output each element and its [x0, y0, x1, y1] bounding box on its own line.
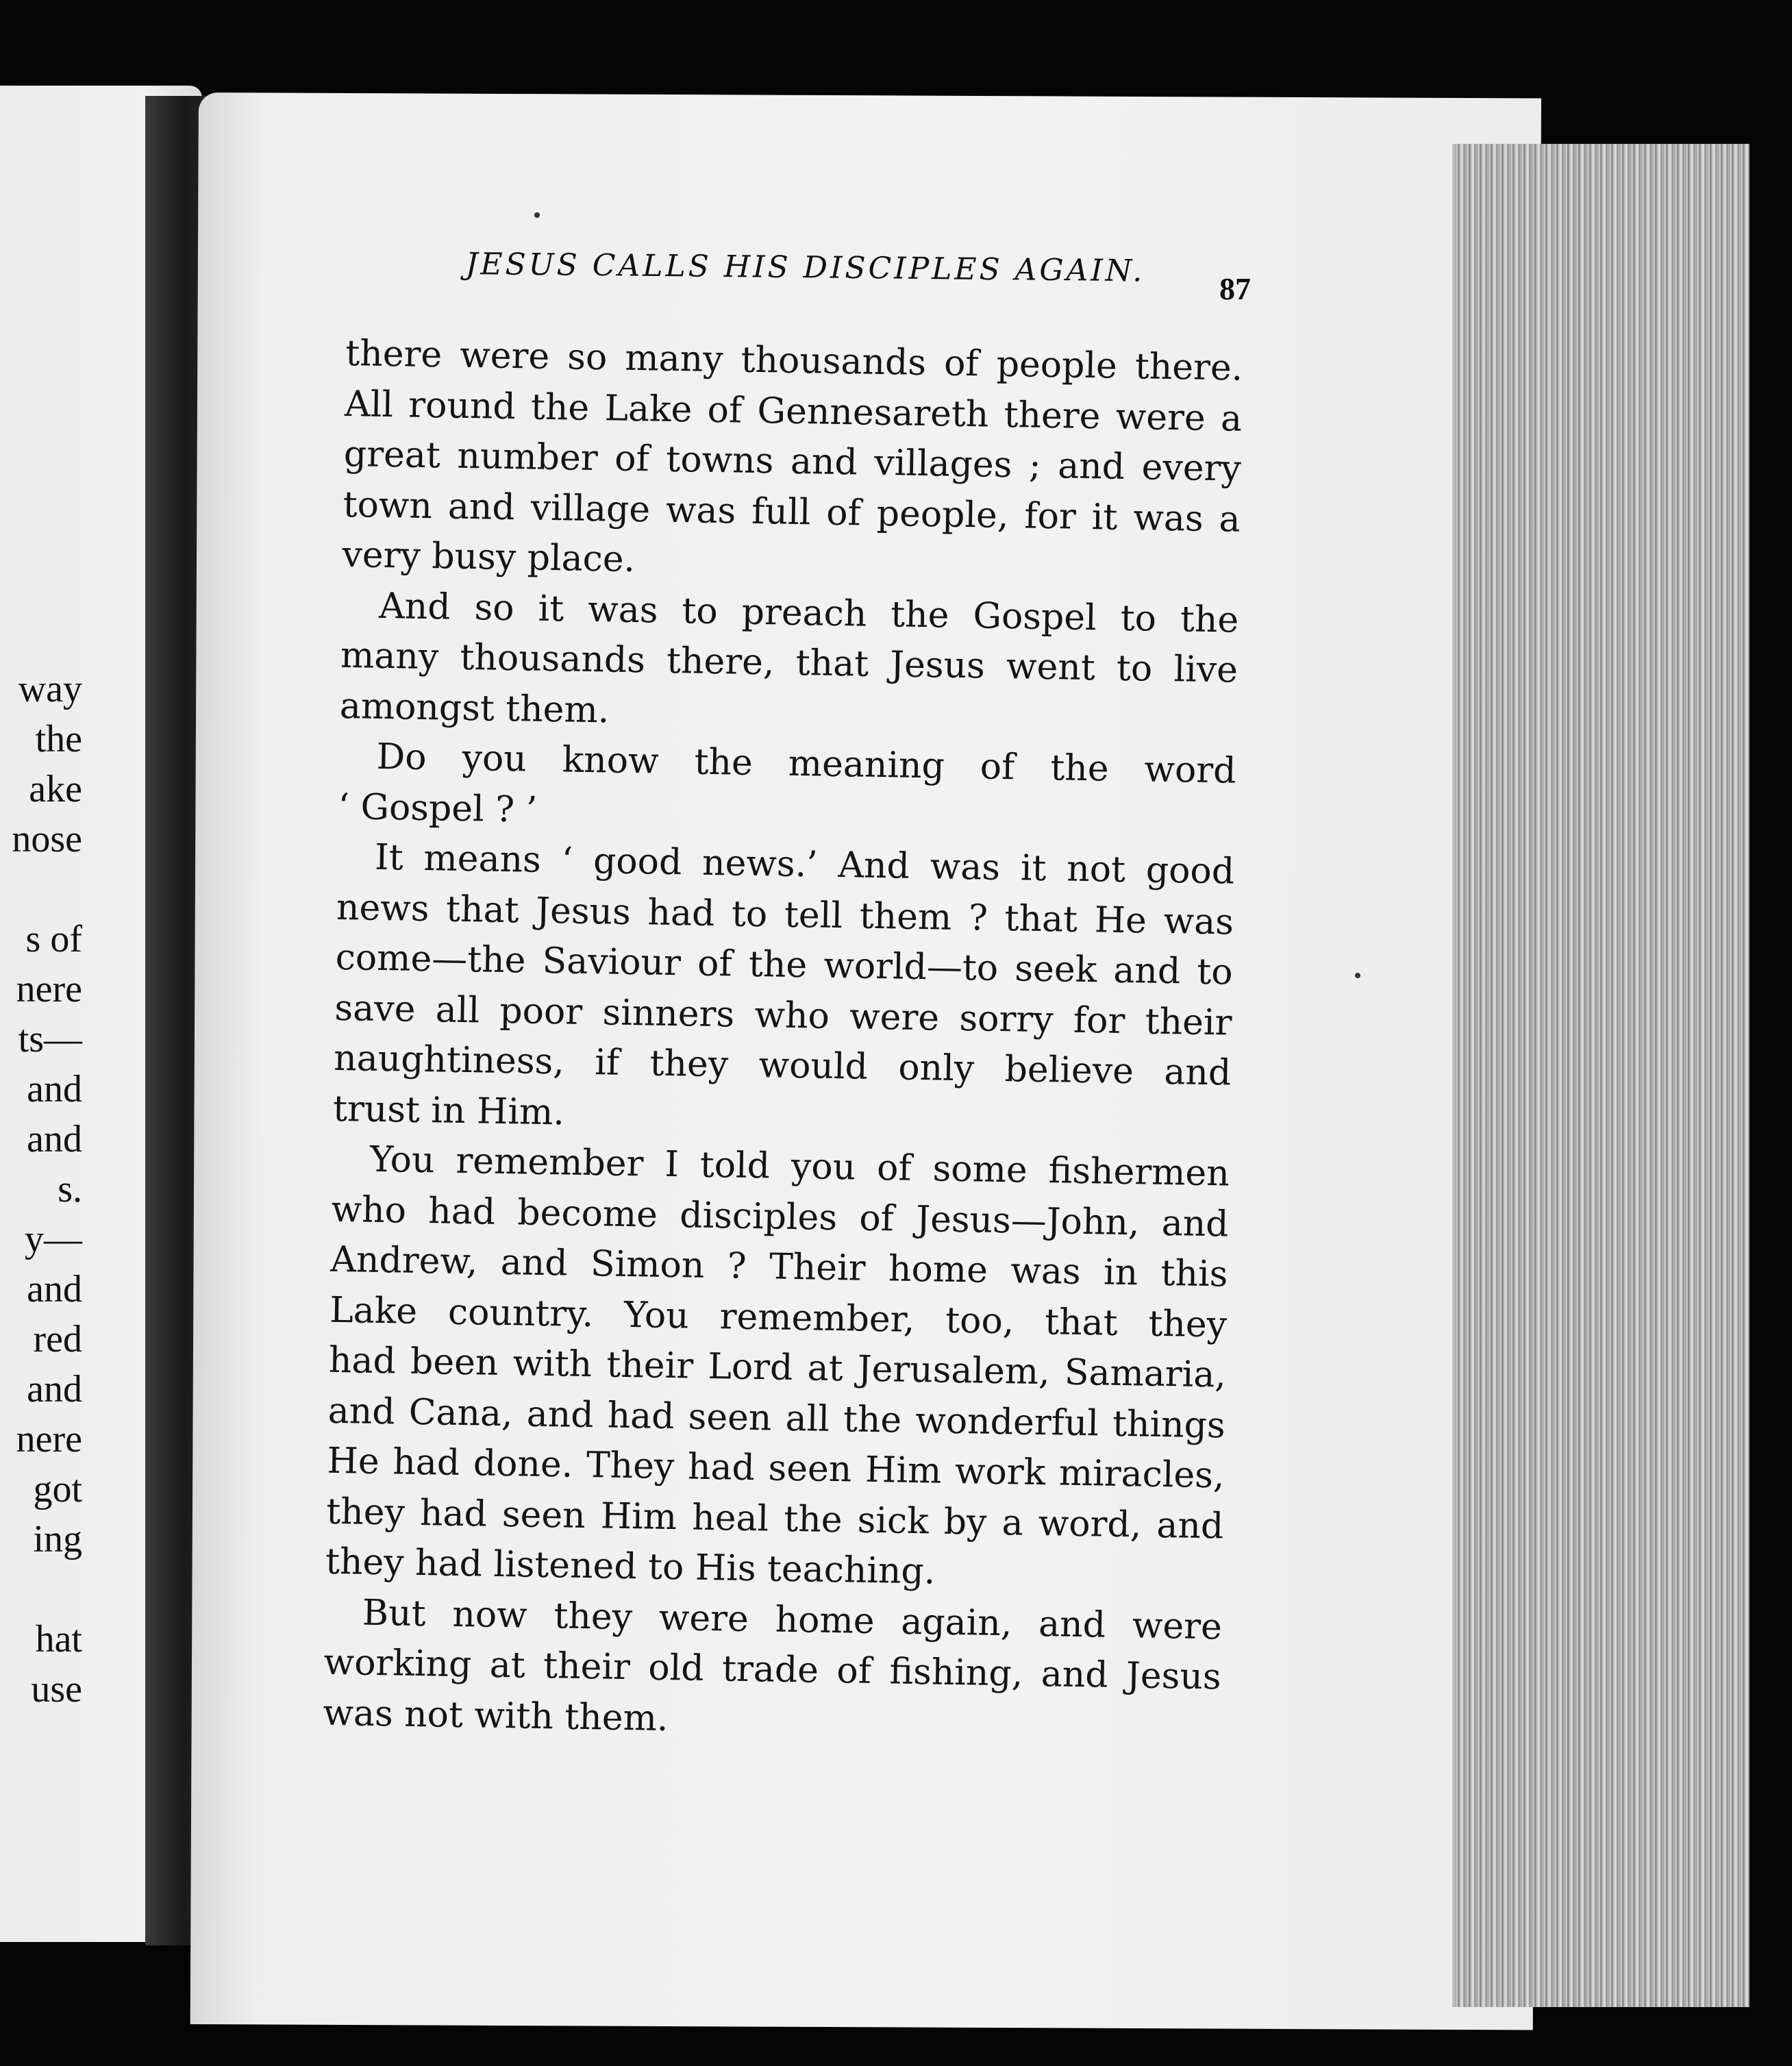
- fragment-line: red: [33, 1318, 82, 1360]
- text-line: It means ‘ good news.’ And was it not good: [374, 836, 1235, 893]
- page-block-edges: [1452, 144, 1750, 2007]
- text-line: they had seen Him heal the sick by a word, and: [325, 1491, 1224, 1547]
- fragment-line: and: [27, 1118, 82, 1160]
- text-line: there were so many thousands of people there.: [345, 332, 1243, 389]
- text-line: was not with them.: [323, 1692, 669, 1739]
- text-line: All round the Lake of Gennesareth there were a: [344, 383, 1243, 440]
- fragment-line: y—: [25, 1218, 82, 1260]
- text-line: who had become disciples of Jesus—John, and: [331, 1188, 1230, 1245]
- text-line: Andrew, and Simon ? Their home was in this: [329, 1239, 1228, 1295]
- fragment-line: and: [27, 1368, 82, 1410]
- fragment-line: nose: [12, 818, 82, 860]
- print-speck: [534, 212, 540, 218]
- fragment-line: [0, 864, 82, 914]
- print-speck: [1355, 973, 1360, 978]
- text-line: town and village was full of people, for it was a: [343, 484, 1241, 540]
- text-line: naughtiness, if they would only believe and: [333, 1037, 1232, 1094]
- fragment-line: the: [35, 718, 82, 760]
- text-line: You remember I told you of some fishermen: [369, 1138, 1230, 1195]
- fragment-line: hat: [35, 1618, 82, 1660]
- text-line: working at their old trade of fishing, and Jesus: [323, 1641, 1222, 1698]
- running-header: JESUS CALLS HIS DISCIPLES AGAIN.: [465, 247, 1145, 289]
- text-line: And so it was to preach the Gospel to the: [378, 585, 1239, 641]
- text-line: ‘ Gospel ? ’: [337, 786, 538, 831]
- previous-page-text-fragments: [0, 664, 82, 1715]
- text-line: He had done. They had seen Him work miracles,: [327, 1440, 1225, 1497]
- text-line: many thousands there, that Jesus went to live: [340, 634, 1239, 691]
- page-number: 87: [1219, 271, 1251, 306]
- fragment-line: [0, 1565, 82, 1615]
- text-line: Lake country. You remember, too, that they: [329, 1289, 1228, 1346]
- fragment-line: ing: [33, 1518, 82, 1560]
- fragment-line: s of: [25, 918, 82, 960]
- text-line: had been with their Lord at Jerusalem, Samaria,: [328, 1339, 1227, 1396]
- text-line: great number of towns and villages ; and every: [343, 433, 1242, 490]
- fragment-line: way: [18, 668, 82, 710]
- fragment-line: s.: [58, 1168, 82, 1210]
- fragment-line: got: [33, 1468, 82, 1510]
- fragment-line: use: [31, 1668, 82, 1710]
- text-line: trust in Him.: [332, 1088, 565, 1133]
- text-line: come—the Saviour of the world—to seek and to: [335, 936, 1234, 993]
- text-line: they had listened to His teaching.: [325, 1541, 936, 1593]
- text-line: very busy place.: [342, 534, 636, 581]
- fragment-line: and: [27, 1268, 82, 1310]
- text-line: and Cana, and had seen all the wonderful things: [327, 1390, 1226, 1446]
- fragment-line: nere: [16, 968, 82, 1010]
- text-line: amongst them.: [339, 685, 610, 731]
- text-line: Do you know the meaning of the word: [376, 736, 1236, 792]
- fragment-line: and: [27, 1068, 82, 1110]
- fragment-line: ts—: [18, 1018, 82, 1060]
- fragment-line: nere: [16, 1418, 82, 1460]
- text-line: news that Jesus had to tell them ? that He was: [336, 886, 1234, 943]
- fragment-line: ake: [29, 768, 82, 810]
- text-line: But now they were home again, and were: [362, 1592, 1223, 1647]
- text-line: save all poor sinners who were sorry for their: [334, 987, 1232, 1044]
- page-body-text: [323, 329, 1243, 1753]
